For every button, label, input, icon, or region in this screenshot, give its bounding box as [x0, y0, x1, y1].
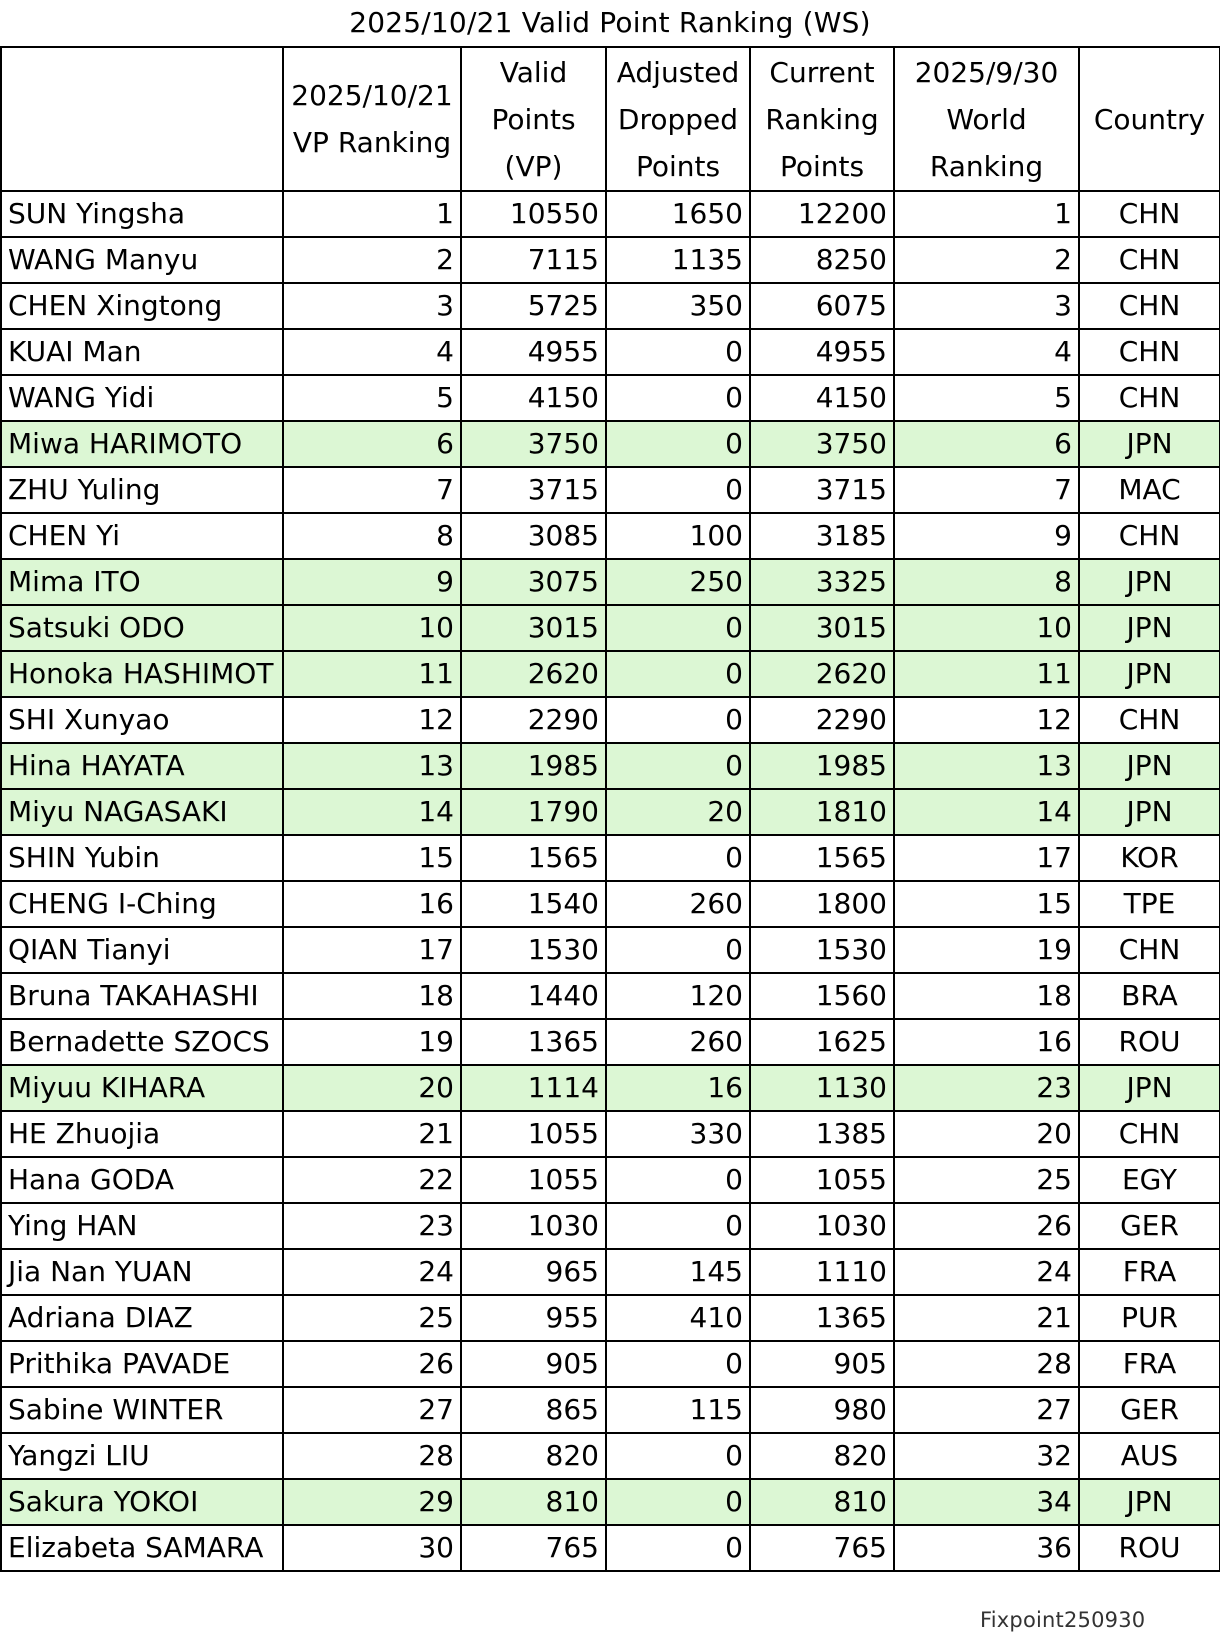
player-name-cell: QIAN Tianyi: [1, 927, 283, 973]
dropped-points-cell: 0: [606, 329, 750, 375]
table-row: [1, 375, 1220, 421]
current-points-cell: 4150: [750, 375, 894, 421]
valid-points-cell: 1540: [461, 881, 606, 927]
world-rank-cell: 19: [894, 927, 1079, 973]
player-name-cell: Bruna TAKAHASHI: [1, 973, 283, 1019]
valid-points-cell: 820: [461, 1433, 606, 1479]
world-rank-cell: 13: [894, 743, 1079, 789]
country-cell: GER: [1079, 1203, 1220, 1249]
country-cell: KOR: [1079, 835, 1220, 881]
valid-points-cell: 1790: [461, 789, 606, 835]
valid-points-cell: 2290: [461, 697, 606, 743]
header-line: Ranking: [765, 102, 879, 136]
world-rank-cell: 7: [894, 467, 1079, 513]
vp-rank-cell: 12: [283, 697, 461, 743]
current-points-cell: 1560: [750, 973, 894, 1019]
valid-points-cell: 1440: [461, 973, 606, 1019]
valid-points-cell: 7115: [461, 237, 606, 283]
world-rank-cell: 1: [894, 191, 1079, 237]
vp-rank-cell: 1: [283, 191, 461, 237]
player-name-cell: HE Zhuojia: [1, 1111, 283, 1157]
player-name-cell: Miwa HARIMOTO: [1, 421, 283, 467]
current-points-cell: 4955: [750, 329, 894, 375]
current-points-cell: 2620: [750, 651, 894, 697]
valid-points-cell: 1565: [461, 835, 606, 881]
table-row: [1, 973, 1220, 1019]
valid-points-cell: 1055: [461, 1157, 606, 1203]
valid-points-cell: 965: [461, 1249, 606, 1295]
player-name-cell: Yangzi LIU: [1, 1433, 283, 1479]
player-name-cell: Sabine WINTER: [1, 1387, 283, 1433]
country-cell: JPN: [1079, 1065, 1220, 1111]
table-row: [1, 835, 1220, 881]
vp-rank-cell: 28: [283, 1433, 461, 1479]
vp-rank-cell: 25: [283, 1295, 461, 1341]
player-name-cell: Hana GODA: [1, 1157, 283, 1203]
dropped-points-cell: 0: [606, 1203, 750, 1249]
current-points-cell: 12200: [750, 191, 894, 237]
vp-rank-cell: 10: [283, 605, 461, 651]
current-points-cell: 1110: [750, 1249, 894, 1295]
header-line: Points: [635, 149, 721, 183]
dropped-points-cell: 330: [606, 1111, 750, 1157]
player-name-cell: Mima ITO: [1, 559, 283, 605]
table-row: [1, 605, 1220, 651]
dropped-points-cell: 250: [606, 559, 750, 605]
country-cell: JPN: [1079, 651, 1220, 697]
vp-rank-cell: 13: [283, 743, 461, 789]
dropped-points-cell: 260: [606, 881, 750, 927]
dropped-points-cell: 0: [606, 835, 750, 881]
world-rank-cell: 14: [894, 789, 1079, 835]
current-points-cell: 1030: [750, 1203, 894, 1249]
player-name-cell: Prithika PAVADE: [1, 1341, 283, 1387]
header-line: VP Ranking: [292, 126, 452, 159]
current-points-cell: 980: [750, 1387, 894, 1433]
vp-rank-cell: 26: [283, 1341, 461, 1387]
world-rank-cell: 18: [894, 973, 1079, 1019]
footer-note: Fixpoint250930: [980, 1608, 1146, 1632]
dropped-points-cell: 16: [606, 1065, 750, 1111]
country-cell: AUS: [1079, 1433, 1220, 1479]
current-points-cell: 1810: [750, 789, 894, 835]
vp-rank-cell: 20: [283, 1065, 461, 1111]
table-row: [1, 1065, 1220, 1111]
table-row: [1, 1479, 1220, 1525]
player-name-cell: CHEN Xingtong: [1, 283, 283, 329]
dropped-points-cell: 0: [606, 1479, 750, 1525]
header-line: 2025/10/21: [291, 79, 453, 112]
dropped-points-cell: 115: [606, 1387, 750, 1433]
table-row: [1, 467, 1220, 513]
header-current-points: [750, 47, 894, 191]
valid-points-cell: 905: [461, 1341, 606, 1387]
vp-rank-cell: 6: [283, 421, 461, 467]
header-world-ranking: [894, 47, 1079, 191]
world-rank-cell: 34: [894, 1479, 1079, 1525]
vp-rank-cell: 19: [283, 1019, 461, 1065]
player-name-cell: Miyuu KIHARA: [1, 1065, 283, 1111]
header-line: 2025/9/30: [914, 55, 1059, 89]
header-line: Adjusted: [616, 55, 740, 89]
table-row: [1, 743, 1220, 789]
current-points-cell: 3325: [750, 559, 894, 605]
dropped-points-cell: 1650: [606, 191, 750, 237]
vp-rank-cell: 3: [283, 283, 461, 329]
country-cell: JPN: [1079, 743, 1220, 789]
current-points-cell: 1565: [750, 835, 894, 881]
table-row: [1, 421, 1220, 467]
header-line: Dropped: [617, 102, 739, 136]
country-cell: CHN: [1079, 329, 1220, 375]
country-cell: CHN: [1079, 191, 1220, 237]
country-cell: CHN: [1079, 927, 1220, 973]
header-line: Country: [1093, 102, 1206, 136]
valid-points-cell: 5725: [461, 283, 606, 329]
player-name-cell: Honoka HASHIMOT: [1, 651, 283, 697]
vp-rank-cell: 4: [283, 329, 461, 375]
country-cell: TPE: [1079, 881, 1220, 927]
valid-points-cell: 2620: [461, 651, 606, 697]
valid-points-cell: 955: [461, 1295, 606, 1341]
header-line: Current: [769, 55, 875, 89]
country-cell: CHN: [1079, 237, 1220, 283]
table-row: [1, 559, 1220, 605]
world-rank-cell: 4: [894, 329, 1079, 375]
valid-points-cell: 1530: [461, 927, 606, 973]
current-points-cell: 1130: [750, 1065, 894, 1111]
country-cell: GER: [1079, 1387, 1220, 1433]
country-cell: CHN: [1079, 375, 1220, 421]
world-rank-cell: 17: [894, 835, 1079, 881]
player-name-cell: CHEN Yi: [1, 513, 283, 559]
current-points-cell: 1385: [750, 1111, 894, 1157]
vp-rank-cell: 16: [283, 881, 461, 927]
player-name-cell: Jia Nan YUAN: [1, 1249, 283, 1295]
table-row: [1, 1019, 1220, 1065]
world-rank-cell: 27: [894, 1387, 1079, 1433]
player-name-cell: KUAI Man: [1, 329, 283, 375]
world-rank-cell: 24: [894, 1249, 1079, 1295]
table-row: [1, 1249, 1220, 1295]
table-row: [1, 1387, 1220, 1433]
vp-rank-cell: 30: [283, 1525, 461, 1571]
valid-points-cell: 865: [461, 1387, 606, 1433]
dropped-points-cell: 0: [606, 697, 750, 743]
country-cell: JPN: [1079, 421, 1220, 467]
current-points-cell: 2290: [750, 697, 894, 743]
table-row: [1, 881, 1220, 927]
country-cell: CHN: [1079, 283, 1220, 329]
player-name-cell: WANG Manyu: [1, 237, 283, 283]
current-points-cell: 3015: [750, 605, 894, 651]
world-rank-cell: 32: [894, 1433, 1079, 1479]
vp-rank-cell: 23: [283, 1203, 461, 1249]
table-title: 2025/10/21 Valid Point Ranking (WS): [349, 6, 871, 39]
valid-points-cell: 3075: [461, 559, 606, 605]
header-vp-ranking: [283, 47, 461, 191]
world-rank-cell: 20: [894, 1111, 1079, 1157]
current-points-cell: 810: [750, 1479, 894, 1525]
current-points-cell: 1985: [750, 743, 894, 789]
valid-points-cell: 810: [461, 1479, 606, 1525]
table-row: [1, 651, 1220, 697]
world-rank-cell: 8: [894, 559, 1079, 605]
dropped-points-cell: 0: [606, 375, 750, 421]
vp-rank-cell: 24: [283, 1249, 461, 1295]
dropped-points-cell: 0: [606, 1341, 750, 1387]
header-row: [1, 47, 1220, 191]
player-name-cell: Miyu NAGASAKI: [1, 789, 283, 835]
player-name-cell: Sakura YOKOI: [1, 1479, 283, 1525]
world-rank-cell: 9: [894, 513, 1079, 559]
current-points-cell: 905: [750, 1341, 894, 1387]
dropped-points-cell: 0: [606, 1433, 750, 1479]
table-row: [1, 1525, 1220, 1571]
table-row: [1, 329, 1220, 375]
world-rank-cell: 16: [894, 1019, 1079, 1065]
current-points-cell: 1800: [750, 881, 894, 927]
header-line: (VP): [504, 149, 563, 183]
table-row: [1, 789, 1220, 835]
country-cell: MAC: [1079, 467, 1220, 513]
country-cell: FRA: [1079, 1249, 1220, 1295]
table-row: [1, 1295, 1220, 1341]
player-name-cell: Adriana DIAZ: [1, 1295, 283, 1341]
player-name-cell: Ying HAN: [1, 1203, 283, 1249]
dropped-points-cell: 1135: [606, 237, 750, 283]
vp-rank-cell: 9: [283, 559, 461, 605]
world-rank-cell: 12: [894, 697, 1079, 743]
valid-points-cell: 1114: [461, 1065, 606, 1111]
vp-rank-cell: 18: [283, 973, 461, 1019]
table-row: [1, 697, 1220, 743]
player-name-cell: Bernadette SZOCS: [1, 1019, 283, 1065]
dropped-points-cell: 0: [606, 421, 750, 467]
world-rank-cell: 26: [894, 1203, 1079, 1249]
vp-rank-cell: 14: [283, 789, 461, 835]
current-points-cell: 1055: [750, 1157, 894, 1203]
player-name-cell: SUN Yingsha: [1, 191, 283, 237]
world-rank-cell: 11: [894, 651, 1079, 697]
vp-rank-cell: 8: [283, 513, 461, 559]
world-rank-cell: 28: [894, 1341, 1079, 1387]
dropped-points-cell: 0: [606, 605, 750, 651]
dropped-points-cell: 0: [606, 1157, 750, 1203]
player-name-cell: ZHU Yuling: [1, 467, 283, 513]
vp-rank-cell: 21: [283, 1111, 461, 1157]
header-line: World: [946, 102, 1027, 136]
current-points-cell: 1365: [750, 1295, 894, 1341]
player-name-cell: CHENG I-Ching: [1, 881, 283, 927]
dropped-points-cell: 145: [606, 1249, 750, 1295]
header-line: Valid: [499, 55, 568, 89]
vp-rank-cell: 29: [283, 1479, 461, 1525]
table-row: [1, 283, 1220, 329]
dropped-points-cell: 100: [606, 513, 750, 559]
vp-rank-cell: 17: [283, 927, 461, 973]
world-rank-cell: 6: [894, 421, 1079, 467]
valid-points-cell: 1365: [461, 1019, 606, 1065]
country-cell: EGY: [1079, 1157, 1220, 1203]
header-line: Ranking: [929, 149, 1044, 183]
valid-points-cell: 3015: [461, 605, 606, 651]
table-row: [1, 237, 1220, 283]
country-cell: JPN: [1079, 789, 1220, 835]
dropped-points-cell: 0: [606, 651, 750, 697]
country-cell: CHN: [1079, 513, 1220, 559]
dropped-points-cell: 20: [606, 789, 750, 835]
country-cell: BRA: [1079, 973, 1220, 1019]
world-rank-cell: 36: [894, 1525, 1079, 1571]
vp-rank-cell: 22: [283, 1157, 461, 1203]
dropped-points-cell: 0: [606, 743, 750, 789]
valid-points-cell: 3750: [461, 421, 606, 467]
world-rank-cell: 10: [894, 605, 1079, 651]
vp-rank-cell: 2: [283, 237, 461, 283]
table-row: [1, 1433, 1220, 1479]
vp-rank-cell: 7: [283, 467, 461, 513]
country-cell: FRA: [1079, 1341, 1220, 1387]
vp-rank-cell: 5: [283, 375, 461, 421]
world-rank-cell: 23: [894, 1065, 1079, 1111]
valid-points-cell: 10550: [461, 191, 606, 237]
world-rank-cell: 5: [894, 375, 1079, 421]
player-name-cell: Satsuki ODO: [1, 605, 283, 651]
world-rank-cell: 25: [894, 1157, 1079, 1203]
valid-points-cell: 1030: [461, 1203, 606, 1249]
player-name-cell: Elizabeta SAMARA: [1, 1525, 283, 1571]
dropped-points-cell: 410: [606, 1295, 750, 1341]
current-points-cell: 3715: [750, 467, 894, 513]
country-cell: JPN: [1079, 605, 1220, 651]
table-row: [1, 1341, 1220, 1387]
player-name-cell: Hina HAYATA: [1, 743, 283, 789]
header-line: Points: [491, 102, 576, 136]
valid-points-cell: 1055: [461, 1111, 606, 1157]
table-row: [1, 927, 1220, 973]
current-points-cell: 6075: [750, 283, 894, 329]
world-rank-cell: 21: [894, 1295, 1079, 1341]
header-country: [1079, 47, 1220, 191]
dropped-points-cell: 0: [606, 467, 750, 513]
dropped-points-cell: 0: [606, 1525, 750, 1571]
country-cell: JPN: [1079, 559, 1220, 605]
dropped-points-cell: 0: [606, 927, 750, 973]
world-rank-cell: 15: [894, 881, 1079, 927]
table-body: [1, 191, 1220, 1571]
valid-points-cell: 4955: [461, 329, 606, 375]
player-name-cell: SHI Xunyao: [1, 697, 283, 743]
current-points-cell: 3185: [750, 513, 894, 559]
header-valid-points: [461, 47, 606, 191]
player-name-cell: WANG Yidi: [1, 375, 283, 421]
country-cell: CHN: [1079, 697, 1220, 743]
current-points-cell: 1625: [750, 1019, 894, 1065]
vp-rank-cell: 11: [283, 651, 461, 697]
world-rank-cell: 3: [894, 283, 1079, 329]
current-points-cell: 1530: [750, 927, 894, 973]
world-rank-cell: 2: [894, 237, 1079, 283]
country-cell: JPN: [1079, 1479, 1220, 1525]
table-row: [1, 191, 1220, 237]
valid-points-cell: 765: [461, 1525, 606, 1571]
valid-points-cell: 4150: [461, 375, 606, 421]
table-row: [1, 513, 1220, 559]
table-row: [1, 1157, 1220, 1203]
country-cell: CHN: [1079, 1111, 1220, 1157]
dropped-points-cell: 350: [606, 283, 750, 329]
header-line: Points: [779, 149, 865, 183]
header-player: [1, 47, 283, 191]
country-cell: ROU: [1079, 1525, 1220, 1571]
table-row: [1, 1111, 1220, 1157]
current-points-cell: 765: [750, 1525, 894, 1571]
valid-points-cell: 3715: [461, 467, 606, 513]
header-dropped-points: [606, 47, 750, 191]
dropped-points-cell: 120: [606, 973, 750, 1019]
dropped-points-cell: 260: [606, 1019, 750, 1065]
ranking-table: [0, 46, 1220, 1572]
valid-points-cell: 3085: [461, 513, 606, 559]
vp-rank-cell: 27: [283, 1387, 461, 1433]
current-points-cell: 8250: [750, 237, 894, 283]
vp-rank-cell: 15: [283, 835, 461, 881]
current-points-cell: 3750: [750, 421, 894, 467]
table-row: [1, 1203, 1220, 1249]
country-cell: ROU: [1079, 1019, 1220, 1065]
current-points-cell: 820: [750, 1433, 894, 1479]
player-name-cell: SHIN Yubin: [1, 835, 283, 881]
country-cell: PUR: [1079, 1295, 1220, 1341]
valid-points-cell: 1985: [461, 743, 606, 789]
